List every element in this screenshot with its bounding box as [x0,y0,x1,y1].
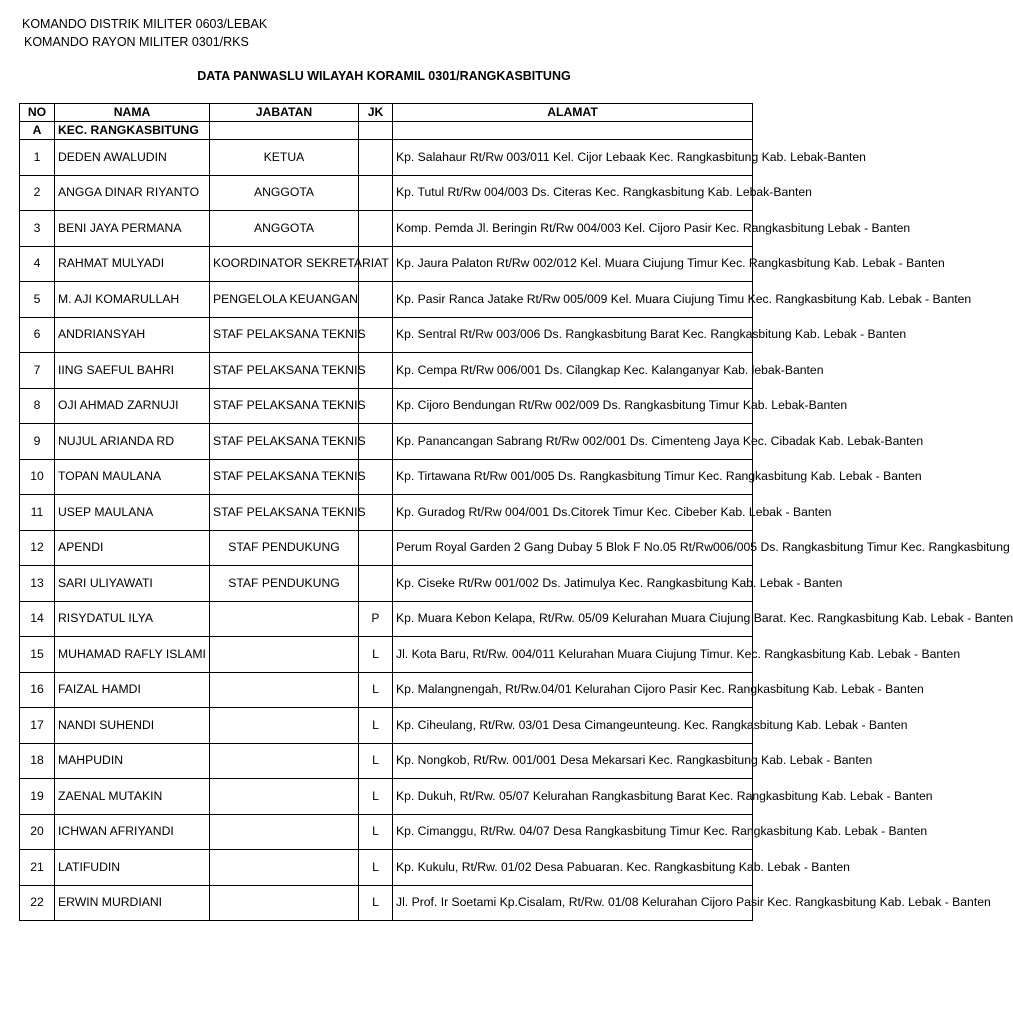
table-row [20,530,753,566]
row-no: 21 [20,850,55,886]
table-row [20,850,753,886]
row-jabatan: STAF PENDUKUNG [210,530,359,566]
row-no: 15 [20,637,55,673]
row-no: 8 [20,388,55,424]
row-no: 2 [20,175,55,211]
row-no: 4 [20,246,55,282]
row-no: 7 [20,353,55,389]
row-jabatan: ANGGOTA [210,211,359,247]
row-alamat: Kp. Ciheulang, Rt/Rw. 03/01 Desa Cimangeunteung. Kec. Rangkasbitung Kab. Lebak - Banten [393,708,753,744]
row-jabatan [210,601,359,637]
row-jabatan [210,708,359,744]
row-nama: DEDEN AWALUDIN [55,140,210,176]
document-title: DATA PANWASLU WILAYAH KORAMIL 0301/RANGKASBITUNG [197,69,571,83]
row-jabatan: PENGELOLA KEUANGAN [210,282,359,318]
table-row [20,388,753,424]
row-alamat: Kp. Sentral Rt/Rw 003/006 Ds. Rangkasbitung Barat Kec. Rangkasbitung Kab. Lebak - Banten [393,317,753,353]
header-line-kodim: KOMANDO DISTRIK MILITER 0603/LEBAK [22,17,268,31]
column-header-nama: NAMA [55,104,210,122]
row-no: 11 [20,495,55,531]
row-nama: IING SAEFUL BAHRI [55,353,210,389]
row-jabatan [210,672,359,708]
table-row [20,246,753,282]
row-alamat: Kp. Malangnengah, Rt/Rw.04/01 Kelurahan Cijoro Pasir Kec. Rangkasbitung Kab. Lebak - Banten [393,672,753,708]
table-row [20,459,753,495]
row-jabatan: STAF PELAKSANA TEKNIS [210,317,359,353]
row-alamat: Jl. Prof. Ir Soetami Kp.Cisalam, Rt/Rw. 01/08 Kelurahan Cijoro Pasir Kec. Rangkasbitung Kab. Lebak - Banten [393,885,753,921]
row-jk: L [359,814,393,850]
header-line-koramil: KOMANDO RAYON MILITER 0301/RKS [24,35,249,49]
column-header-jk: JK [359,104,393,122]
row-no: 20 [20,814,55,850]
table-row [20,601,753,637]
row-jk [359,282,393,318]
table-row [20,282,753,318]
table-row [20,211,753,247]
row-nama: MUHAMAD RAFLY ISLAMI [55,637,210,673]
row-alamat: Kp. Tirtawana Rt/Rw 001/005 Ds. Rangkasbitung Timur Kec. Rangkasbitung Kab. Lebak - Banten [393,459,753,495]
row-no: 6 [20,317,55,353]
row-alamat: Jl. Kota Baru, Rt/Rw. 004/011 Kelurahan Muara Ciujung Timur. Kec. Rangkasbitung Kab. Lebak - Banten [393,637,753,673]
row-jabatan [210,885,359,921]
row-jabatan: STAF PELAKSANA TEKNIS [210,353,359,389]
table-header-row [20,104,753,122]
row-no: 16 [20,672,55,708]
row-no: 9 [20,424,55,460]
column-header-alamat: ALAMAT [393,104,753,122]
row-jabatan [210,637,359,673]
row-no: 5 [20,282,55,318]
row-nama: RAHMAT MULYADI [55,246,210,282]
row-alamat: Kp. Dukuh, Rt/Rw. 05/07 Kelurahan Rangkasbitung Barat Kec. Rangkasbitung Kab. Lebak - Banten [393,779,753,815]
row-jk [359,140,393,176]
row-jabatan: KOORDINATOR SEKRETARIAT [210,246,359,282]
table-row [20,140,753,176]
section-name: KEC. RANGKASBITUNG [55,122,210,140]
row-alamat: Kp. Guradog Rt/Rw 004/001 Ds.Citorek Timur Kec. Cibeber Kab. Lebak - Banten [393,495,753,531]
row-jabatan [210,779,359,815]
row-alamat: Kp. Panancangan Sabrang Rt/Rw 002/001 Ds. Cimenteng Jaya Kec. Cibadak Kab. Lebak-Banten [393,424,753,460]
row-no: 17 [20,708,55,744]
row-no: 3 [20,211,55,247]
row-alamat: Perum Royal Garden 2 Gang Dubay 5 Blok F No.05 Rt/Rw006/005 Ds. Rangkasbitung Timur Kec. Rangkasbitung [393,530,753,566]
row-nama: MAHPUDIN [55,743,210,779]
row-nama: OJI AHMAD ZARNUJI [55,388,210,424]
row-nama: ANDRIANSYAH [55,317,210,353]
row-nama: ERWIN MURDIANI [55,885,210,921]
row-nama: LATIFUDIN [55,850,210,886]
section-empty-cell [210,122,359,140]
row-jk [359,211,393,247]
row-jabatan [210,850,359,886]
row-jk [359,566,393,602]
row-alamat: Kp. Muara Kebon Kelapa, Rt/Rw. 05/09 Kelurahan Muara Ciujung Barat. Kec. Rangkasbitung Kab. Lebak - Banten [393,601,753,637]
row-jabatan: STAF PENDUKUNG [210,566,359,602]
row-jabatan: KETUA [210,140,359,176]
section-code: A [20,122,55,140]
table-row [20,672,753,708]
row-alamat: Kp. Cimanggu, Rt/Rw. 04/07 Desa Rangkasbitung Timur Kec. Rangkasbitung Kab. Lebak - Banten [393,814,753,850]
row-alamat: Kp. Cijoro Bendungan Rt/Rw 002/009 Ds. Rangkasbitung Timur Kab. Lebak-Banten [393,388,753,424]
row-jk: P [359,601,393,637]
row-jabatan: ANGGOTA [210,175,359,211]
row-jk: L [359,743,393,779]
row-alamat: Kp. Salahaur Rt/Rw 003/011 Kel. Cijor Lebaak Kec. Rangkasbitung Kab. Lebak-Banten [393,140,753,176]
row-jabatan: STAF PELAKSANA TEKNIS [210,388,359,424]
table-row [20,175,753,211]
row-jk: L [359,885,393,921]
row-alamat: Kp. Cempa Rt/Rw 006/001 Ds. Cilangkap Kec. Kalanganyar Kab. lebak-Banten [393,353,753,389]
row-jabatan [210,814,359,850]
row-nama: ANGGA DINAR RIYANTO [55,175,210,211]
row-jk [359,175,393,211]
row-nama: NUJUL ARIANDA RD [55,424,210,460]
row-alamat: Kp. Pasir Ranca Jatake Rt/Rw 005/009 Kel. Muara Ciujung Timu Kec. Rangkasbitung Kab. Lebak - Banten [393,282,753,318]
column-header-jabatan: JABATAN [210,104,359,122]
table-row [20,885,753,921]
row-jk: L [359,708,393,744]
row-nama: NANDI SUHENDI [55,708,210,744]
row-nama: SARI ULIYAWATI [55,566,210,602]
row-no: 14 [20,601,55,637]
table-row [20,637,753,673]
row-alamat: Kp. Tutul Rt/Rw 004/003 Ds. Citeras Kec. Rangkasbitung Kab. Lebak-Banten [393,175,753,211]
row-jk [359,530,393,566]
row-jk: L [359,779,393,815]
row-alamat: Kp. Nongkob, Rt/Rw. 001/001 Desa Mekarsari Kec. Rangkasbitung Kab. Lebak - Banten [393,743,753,779]
section-empty-cell [393,122,753,140]
row-no: 1 [20,140,55,176]
row-nama: TOPAN MAULANA [55,459,210,495]
row-no: 18 [20,743,55,779]
row-alamat: Kp. Kukulu, Rt/Rw. 01/02 Desa Pabuaran. Kec. Rangkasbitung Kab. Lebak - Banten [393,850,753,886]
row-nama: ICHWAN AFRIYANDI [55,814,210,850]
table-row [20,424,753,460]
row-jabatan: STAF PELAKSANA TEKNIS [210,459,359,495]
row-no: 10 [20,459,55,495]
table-row [20,566,753,602]
table-row [20,743,753,779]
row-alamat: Kp. Ciseke Rt/Rw 001/002 Ds. Jatimulya Kec. Rangkasbitung Kab. Lebak - Banten [393,566,753,602]
section-row [20,122,753,140]
row-alamat: Kp. Jaura Palaton Rt/Rw 002/012 Kel. Muara Ciujung Timur Kec. Rangkasbitung Kab. Lebak - Banten [393,246,753,282]
row-nama: M. AJI KOMARULLAH [55,282,210,318]
row-nama: BENI JAYA PERMANA [55,211,210,247]
row-nama: APENDI [55,530,210,566]
row-no: 12 [20,530,55,566]
row-nama: USEP MAULANA [55,495,210,531]
row-no: 19 [20,779,55,815]
panwaslu-table [19,103,1013,921]
row-jabatan [210,743,359,779]
row-jk: L [359,637,393,673]
row-jk: L [359,850,393,886]
table-row [20,814,753,850]
table-row [20,495,753,531]
table-row [20,708,753,744]
row-nama: FAIZAL HAMDI [55,672,210,708]
table-row [20,353,753,389]
table-row [20,779,753,815]
column-header-no: NO [20,104,55,122]
row-alamat: Komp. Pemda Jl. Beringin Rt/Rw 004/003 Kel. Cijoro Pasir Kec. Rangkasbitung Lebak - Banten [393,211,753,247]
row-no: 22 [20,885,55,921]
row-jabatan: STAF PELAKSANA TEKNIS [210,424,359,460]
row-no: 13 [20,566,55,602]
row-jk: L [359,672,393,708]
table-row [20,317,753,353]
row-nama: ZAENAL MUTAKIN [55,779,210,815]
row-nama: RISYDATUL ILYA [55,601,210,637]
row-jabatan: STAF PELAKSANA TEKNIS [210,495,359,531]
section-empty-cell [359,122,393,140]
